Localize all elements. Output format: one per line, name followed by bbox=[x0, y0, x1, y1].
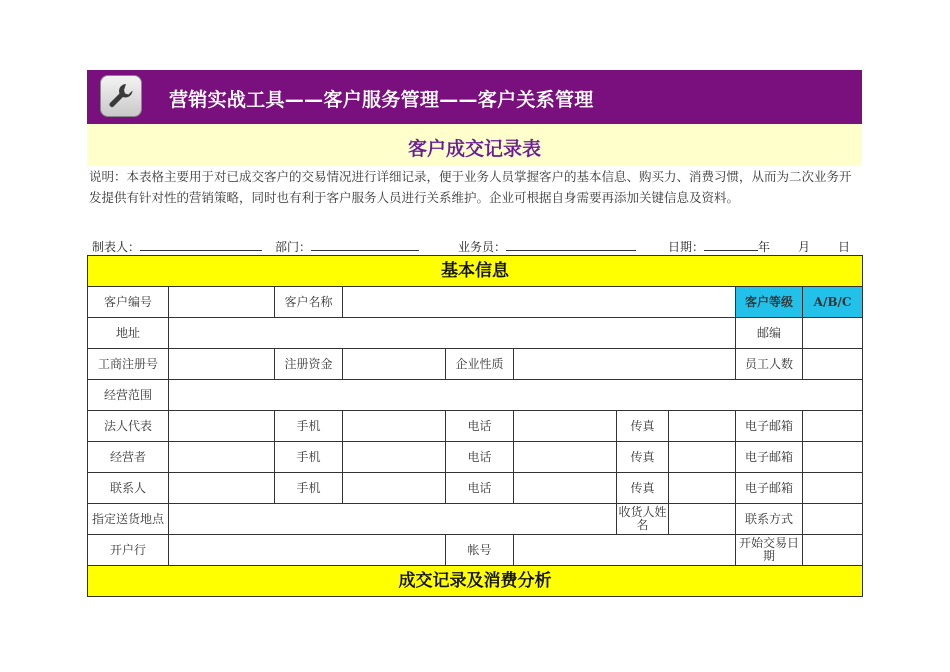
reg-no-field[interactable] bbox=[169, 349, 275, 380]
cust-no-label: 客户编号 bbox=[88, 287, 169, 318]
maker-line[interactable] bbox=[140, 238, 262, 251]
account-label: 帐号 bbox=[446, 535, 514, 566]
email-label: 电子邮箱 bbox=[736, 473, 803, 504]
phone-field[interactable] bbox=[514, 473, 617, 504]
phone-field[interactable] bbox=[514, 411, 617, 442]
scope-field[interactable] bbox=[169, 380, 863, 411]
contact-field[interactable] bbox=[169, 473, 275, 504]
address-label: 地址 bbox=[88, 318, 169, 349]
mobile-label: 手机 bbox=[275, 473, 343, 504]
contact-label: 联系人 bbox=[88, 473, 169, 504]
account-field[interactable] bbox=[514, 535, 736, 566]
date-year-line[interactable] bbox=[704, 238, 758, 251]
mobile-label: 手机 bbox=[275, 442, 343, 473]
wrench-icon bbox=[100, 75, 142, 117]
fax-field[interactable] bbox=[669, 411, 736, 442]
contact-way-field[interactable] bbox=[803, 504, 863, 535]
sign-dept bbox=[275, 238, 419, 255]
nature-label: 企业性质 bbox=[446, 349, 514, 380]
legal-rep-field[interactable] bbox=[169, 411, 275, 442]
contact-way-label: 联系方式 bbox=[736, 504, 803, 535]
email-field[interactable] bbox=[803, 411, 863, 442]
mobile-label: 手机 bbox=[275, 411, 343, 442]
postcode-label: 邮编 bbox=[736, 318, 803, 349]
form-title: 客户成交记录表 bbox=[407, 138, 541, 160]
customer-record-table bbox=[87, 255, 863, 597]
nature-field[interactable] bbox=[514, 349, 736, 380]
header-banner bbox=[87, 70, 862, 124]
date-label: 日期： bbox=[668, 240, 705, 254]
cust-name-label: 客户名称 bbox=[275, 287, 343, 318]
maker-label: 制表人： bbox=[92, 240, 141, 254]
capital-label: 注册资金 bbox=[275, 349, 343, 380]
dept-label: 部门： bbox=[275, 240, 312, 254]
page-title: 营销实战工具——客户服务管理——客户关系管理 bbox=[169, 89, 594, 111]
receiver-field[interactable] bbox=[669, 504, 736, 535]
sign-maker bbox=[92, 238, 262, 255]
mobile-field[interactable] bbox=[343, 442, 446, 473]
bank-label: 开户行 bbox=[88, 535, 169, 566]
day-label: 日 bbox=[838, 240, 851, 254]
email-label: 电子邮箱 bbox=[736, 411, 803, 442]
phone-label: 电话 bbox=[446, 442, 514, 473]
postcode-field[interactable] bbox=[803, 318, 863, 349]
delivery-label: 指定送货地点 bbox=[88, 504, 169, 535]
form-title-bar bbox=[87, 124, 862, 166]
phone-field[interactable] bbox=[514, 442, 617, 473]
capital-field[interactable] bbox=[343, 349, 446, 380]
delivery-field[interactable] bbox=[169, 504, 617, 535]
fax-field[interactable] bbox=[669, 442, 736, 473]
sign-date bbox=[668, 238, 850, 255]
dept-line[interactable] bbox=[311, 238, 419, 251]
email-field[interactable] bbox=[803, 442, 863, 473]
reg-no-label: 工商注册号 bbox=[88, 349, 169, 380]
legal-rep-label: 法人代表 bbox=[88, 411, 169, 442]
section-records: 成交记录及消费分析 bbox=[88, 566, 863, 597]
description-text: 说明：本表格主要用于对已成交客户的交易情况进行详细记录，便于业务人员掌握客户的基本信息、购买力、消费习惯，从而为二次业务开发提供有针对性的营销策略，同时也有利于客户服务人员进行关系维护。企业可根据自身需要再添加关键信息及资料。 bbox=[89, 169, 852, 205]
email-label: 电子邮箱 bbox=[736, 442, 803, 473]
staff-field[interactable] bbox=[803, 349, 863, 380]
cust-level-label: 客户等级 bbox=[736, 287, 803, 318]
email-field[interactable] bbox=[803, 473, 863, 504]
cust-no-field[interactable] bbox=[169, 287, 275, 318]
start-date-label: 开始交易日期 bbox=[736, 535, 803, 566]
salesman-line[interactable] bbox=[506, 238, 636, 251]
fax-label: 传真 bbox=[617, 411, 669, 442]
mobile-field[interactable] bbox=[343, 411, 446, 442]
fax-label: 传真 bbox=[617, 473, 669, 504]
year-label: 年 bbox=[758, 240, 771, 254]
fax-label: 传真 bbox=[617, 442, 669, 473]
start-date-field[interactable] bbox=[803, 535, 863, 566]
month-label: 月 bbox=[798, 240, 811, 254]
phone-label: 电话 bbox=[446, 411, 514, 442]
operator-label: 经营者 bbox=[88, 442, 169, 473]
scope-label: 经营范围 bbox=[88, 380, 169, 411]
mobile-field[interactable] bbox=[343, 473, 446, 504]
cust-name-field[interactable] bbox=[343, 287, 736, 318]
receiver-label: 收货人姓名 bbox=[617, 504, 669, 535]
fax-field[interactable] bbox=[669, 473, 736, 504]
sign-salesman bbox=[458, 238, 636, 255]
bank-field[interactable] bbox=[169, 535, 446, 566]
operator-field[interactable] bbox=[169, 442, 275, 473]
address-field[interactable] bbox=[169, 318, 736, 349]
phone-label: 电话 bbox=[446, 473, 514, 504]
salesman-label: 业务员： bbox=[458, 240, 507, 254]
cust-level-field[interactable]: A/B/C bbox=[803, 287, 863, 318]
staff-label: 员工人数 bbox=[736, 349, 803, 380]
section-basic-info: 基本信息 bbox=[88, 256, 863, 287]
